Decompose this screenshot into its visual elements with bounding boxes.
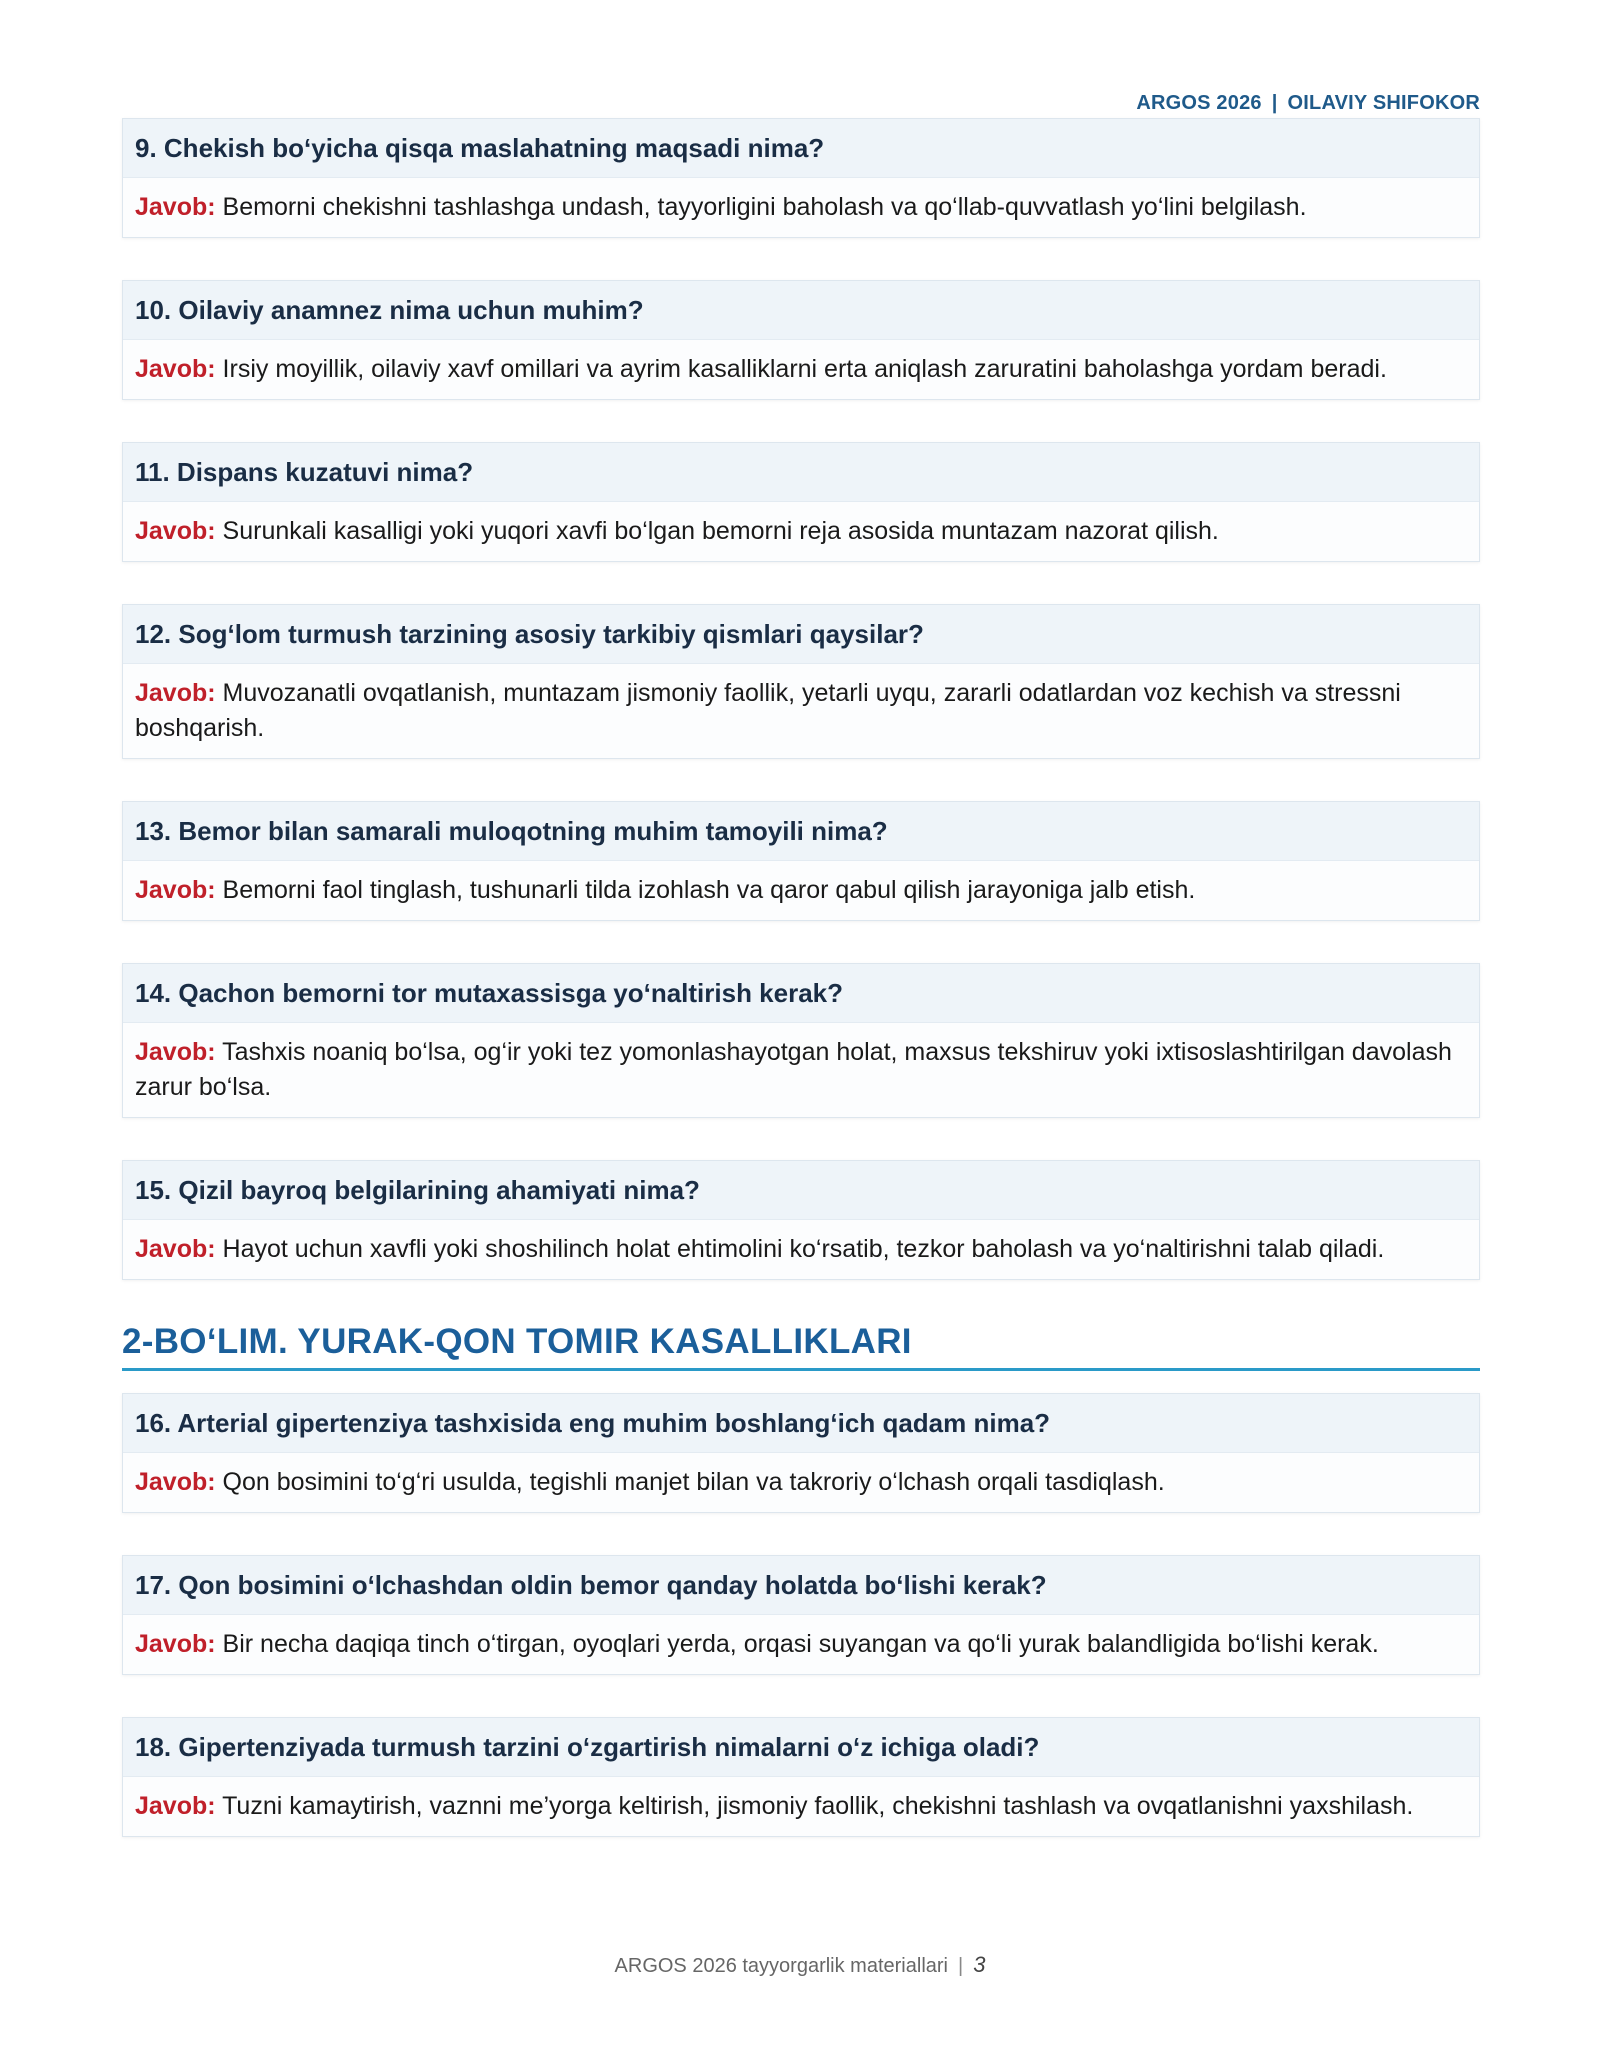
- answer-body: Surunkali kasalligi yoki yuqori xavfi bo‘lgan bemorni reja asosida muntazam nazorat qilish.: [222, 517, 1219, 545]
- answer-body: Hayot uchun xavfli yoki shoshilinch holat ehtimolini ko‘rsatib, tezkor baholash va yo‘naltirishni talab qiladi.: [222, 1235, 1385, 1263]
- question-text: 13. Bemor bilan samarali muloqotning muhim tamoyili nima?: [123, 802, 1479, 861]
- answer-label: Javob:: [135, 679, 216, 707]
- answer-body: Tashxis noaniq bo‘lsa, og‘ir yoki tez yomonlashayotgan holat, maxsus tekshiruv yoki ixtisoslashtirilgan davolash zarur bo‘lsa.: [135, 1038, 1452, 1101]
- question-text: 10. Oilaviy anamnez nima uchun muhim?: [123, 281, 1479, 340]
- answer-body: Qon bosimini to‘g‘ri usulda, tegishli manjet bilan va takroriy o‘lchash orqali tasdiqlash.: [222, 1468, 1165, 1496]
- answer-text: [123, 1777, 1479, 1836]
- answer-body: Irsiy moyillik, oilaviy xavf omillari va ayrim kasalliklarni erta aniqlash zaruratini baholashga yordam beradi.: [222, 355, 1387, 383]
- qa-card: [122, 1555, 1480, 1675]
- answer-body: Bir necha daqiqa tinch o‘tirgan, oyoqlari yerda, orqasi suyangan va qo‘li yurak balandligida bo‘lishi kerak.: [222, 1630, 1379, 1658]
- footer-text: ARGOS 2026 tayyorgarlik materiallari: [614, 1955, 948, 1977]
- qa-card: [122, 801, 1480, 921]
- answer-text: [123, 340, 1479, 399]
- answer-text: [123, 1220, 1479, 1279]
- page-number: 3: [973, 1952, 986, 1977]
- answer-label: Javob:: [135, 1630, 216, 1658]
- page-content: [122, 118, 1480, 1879]
- answer-label: Javob:: [135, 1235, 216, 1263]
- question-text: 12. Sog‘lom turmush tarzining asosiy tarkibiy qismlari qaysilar?: [123, 605, 1479, 664]
- question-text: 9. Chekish bo‘yicha qisqa maslahatning maqsadi nima?: [123, 119, 1479, 178]
- answer-label: Javob:: [135, 355, 216, 383]
- qa-card: [122, 118, 1480, 238]
- question-text: 17. Qon bosimini o‘lchashdan oldin bemor qanday holatda bo‘lishi kerak?: [123, 1556, 1479, 1615]
- answer-label: Javob:: [135, 517, 216, 545]
- qa-card: [122, 442, 1480, 562]
- qa-card: [122, 1160, 1480, 1280]
- qa-card: [122, 1717, 1480, 1837]
- answer-text: [123, 664, 1479, 758]
- question-text: 11. Dispans kuzatuvi nima?: [123, 443, 1479, 502]
- answer-label: Javob:: [135, 193, 216, 221]
- answer-body: Bemorni faol tinglash, tushunarli tilda izohlash va qaror qabul qilish jarayoniga jalb etish.: [222, 876, 1196, 904]
- header-exam-name: ARGOS 2026: [1136, 92, 1262, 114]
- footer-separator: |: [958, 1955, 964, 1977]
- answer-text: [123, 1023, 1479, 1117]
- qa-card: [122, 1393, 1480, 1513]
- answer-body: Bemorni chekishni tashlashga undash, tayyorligini baholash va qo‘llab-quvvatlash yo‘lini belgilash.: [222, 193, 1307, 221]
- answer-label: Javob:: [135, 1038, 216, 1066]
- question-text: 16. Arterial gipertenziya tashxisida eng muhim boshlang‘ich qadam nima?: [123, 1394, 1479, 1453]
- answer-text: [123, 178, 1479, 237]
- qa-card: [122, 963, 1480, 1118]
- qa-card: [122, 604, 1480, 759]
- question-text: 14. Qachon bemorni tor mutaxassisga yo‘naltirish kerak?: [123, 964, 1479, 1023]
- answer-label: Javob:: [135, 1468, 216, 1496]
- question-text: 18. Gipertenziyada turmush tarzini o‘zgartirish nimalarni o‘z ichiga oladi?: [123, 1718, 1479, 1777]
- answer-body: Tuzni kamaytirish, vaznni me’yorga keltirish, jismoniy faollik, chekishni tashlash va ovqatlanishni yaxshilash.: [222, 1792, 1414, 1820]
- answer-label: Javob:: [135, 1792, 216, 1820]
- question-text: 15. Qizil bayroq belgilarining ahamiyati nima?: [123, 1161, 1479, 1220]
- qa-card: [122, 280, 1480, 400]
- answer-text: [123, 1453, 1479, 1512]
- section-title: 2-BO‘LIM. YURAK-QON TOMIR KASALLIKLARI: [122, 1322, 1480, 1371]
- answer-text: [123, 861, 1479, 920]
- page-footer: [0, 1952, 1600, 1978]
- answer-text: [123, 1615, 1479, 1674]
- answer-body: Muvozanatli ovqatlanish, muntazam jismoniy faollik, yetarli uyqu, zararli odatlardan voz kechish va stressni boshqarish.: [135, 679, 1401, 742]
- page-header: [1136, 92, 1480, 115]
- header-specialty: OILAVIY SHIFOKOR: [1287, 92, 1480, 114]
- answer-label: Javob:: [135, 876, 216, 904]
- header-separator: |: [1271, 92, 1278, 114]
- answer-text: [123, 502, 1479, 561]
